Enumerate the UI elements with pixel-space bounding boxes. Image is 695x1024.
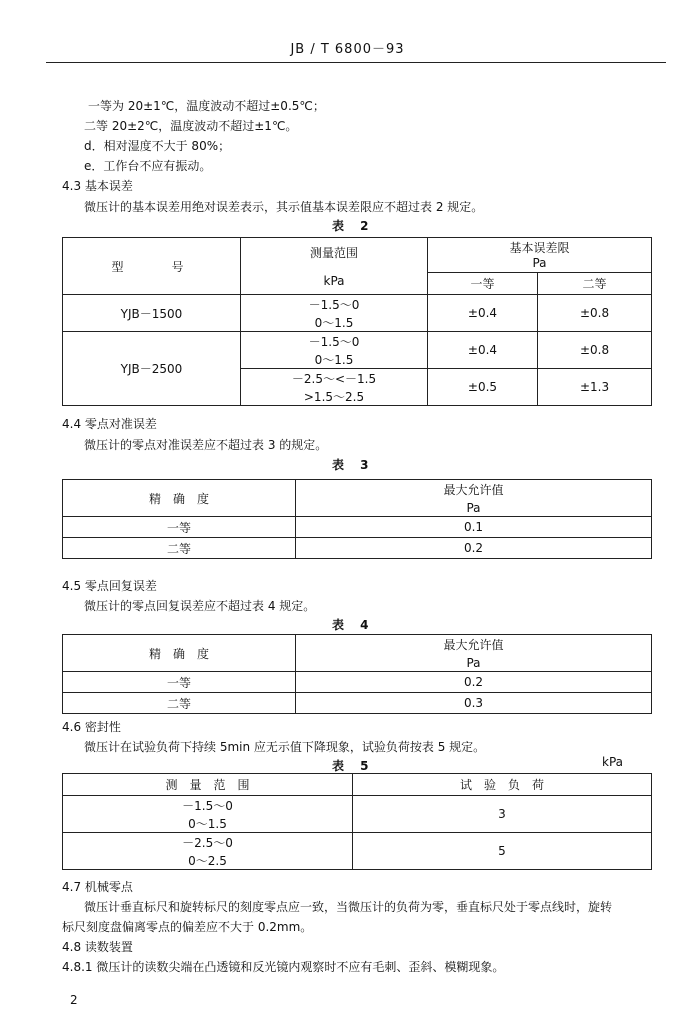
section-4-3-heading: 4.3 基本误差 xyxy=(62,179,133,193)
table-4-caption: 表 4 xyxy=(332,618,375,632)
table-row xyxy=(63,693,652,714)
section-4-7-text-line1: 微压计垂直标尺和旋转标尺的刻度零点应一致，当微压计的负荷为零，垂直标尺处于零点线时，旋转 xyxy=(84,900,613,914)
table-2-header-grade1: 一等 xyxy=(428,272,538,294)
table-2-model: YJB－2500 xyxy=(63,332,241,406)
section-4-6-heading: 4.6 密封性 xyxy=(62,720,121,734)
table-3-value: 0.2 xyxy=(296,538,652,559)
page-number: 2 xyxy=(70,993,78,1007)
section-4-3-text: 微压计的基本误差用绝对误差表示，其示值基本误差限应不超过表 2 规定。 xyxy=(84,200,484,214)
section-4-4-text: 微压计的零点对准误差应不超过表 3 的规定。 xyxy=(84,438,328,452)
table-row xyxy=(63,332,652,369)
table-5-caption: 表 5 xyxy=(332,759,375,773)
section-4-5-text: 微压计的零点回复误差应不超过表 4 规定。 xyxy=(84,599,316,613)
table-3-header-max: 最大允许值 Pa xyxy=(296,480,652,517)
table-5-load: 3 xyxy=(353,796,652,833)
table-4-value: 0.2 xyxy=(296,672,652,693)
table-4-grade: 一等 xyxy=(63,672,296,693)
condition-vibration: e．工作台不应有振动。 xyxy=(84,159,212,173)
table-5-unit: kPa xyxy=(602,755,623,769)
table-2-header-range: 测量范围 kPa xyxy=(241,238,428,295)
table-5-header-range: 测 量 范 围 xyxy=(63,774,353,796)
table-2 xyxy=(62,237,652,406)
section-4-6-text: 微压计在试验负荷下持续 5min 应无示值下降现象，试验负荷按表 5 规定。 xyxy=(84,740,486,754)
table-2-error-unit: Pa xyxy=(532,256,547,271)
table-5-load: 5 xyxy=(353,833,652,870)
table-2-range-unit: kPa xyxy=(323,273,345,288)
table-2-range: －1.5～0 0～1.5 xyxy=(241,295,428,332)
section-4-4-heading: 4.4 零点对准误差 xyxy=(62,417,157,431)
table-4-value: 0.3 xyxy=(296,693,652,714)
header-rule xyxy=(46,62,666,63)
table-2-grade2-value: ±0.8 xyxy=(538,295,652,332)
table-4-grade: 二等 xyxy=(63,693,296,714)
table-2-grade1-value: ±0.5 xyxy=(428,369,538,406)
table-4 xyxy=(62,634,652,714)
table-row xyxy=(63,295,652,332)
table-3-caption: 表 3 xyxy=(332,458,375,472)
table-2-range: －2.5～<－1.5 >1.5～2.5 xyxy=(241,369,428,406)
table-2-header-error: 基本误差限 Pa xyxy=(428,238,652,273)
table-3 xyxy=(62,479,652,559)
table-2-grade1-value: ±0.4 xyxy=(428,332,538,369)
table-row xyxy=(63,672,652,693)
table-row xyxy=(63,517,652,538)
table-5 xyxy=(62,773,652,870)
document-number: JB / T 6800－93 xyxy=(290,42,405,57)
table-5-range: －2.5～0 0～2.5 xyxy=(63,833,353,870)
table-2-range: －1.5～0 0～1.5 xyxy=(241,332,428,369)
table-3-grade: 二等 xyxy=(63,538,296,559)
table-3-value: 0.1 xyxy=(296,517,652,538)
table-3-header-precision: 精 确 度 xyxy=(63,480,296,517)
table-row xyxy=(63,538,652,559)
section-4-8-1-text: 4.8.1 微压计的读数尖端在凸透镜和反光镜内观察时不应有毛刺、歪斜、模糊现象。 xyxy=(62,960,505,974)
table-4-header-precision: 精 确 度 xyxy=(63,635,296,672)
table-2-model: YJB－1500 xyxy=(63,295,241,332)
condition-grade1: 一等为 20±1℃，温度波动不超过±0.5℃； xyxy=(88,99,325,113)
table-3-grade: 一等 xyxy=(63,517,296,538)
table-2-header-model: 型 号 xyxy=(63,238,241,295)
table-2-header-grade2: 二等 xyxy=(538,272,652,294)
section-4-8-heading: 4.8 读数装置 xyxy=(62,940,133,954)
table-5-header-load: 试 验 负 荷 xyxy=(353,774,652,796)
table-4-unit: Pa xyxy=(466,655,481,670)
table-row xyxy=(63,833,652,870)
table-2-grade1-value: ±0.4 xyxy=(428,295,538,332)
section-4-5-heading: 4.5 零点回复误差 xyxy=(62,579,157,593)
table-2-caption: 表 2 xyxy=(332,219,375,233)
table-5-range: －1.5～0 0～1.5 xyxy=(63,796,353,833)
section-4-7-text-line2: 标尺刻度盘偏离零点的偏差应不大于 0.2mm。 xyxy=(62,920,313,934)
condition-grade2: 二等 20±2℃，温度波动不超过±1℃。 xyxy=(84,119,298,133)
table-row xyxy=(63,796,652,833)
table-2-grade2-value: ±1.3 xyxy=(538,369,652,406)
section-4-7-heading: 4.7 机械零点 xyxy=(62,880,133,894)
condition-humidity: d．相对湿度不大于 80%； xyxy=(84,139,231,153)
table-2-grade2-value: ±0.8 xyxy=(538,332,652,369)
table-4-header-max: 最大允许值 Pa xyxy=(296,635,652,672)
table-3-unit: Pa xyxy=(466,500,481,515)
